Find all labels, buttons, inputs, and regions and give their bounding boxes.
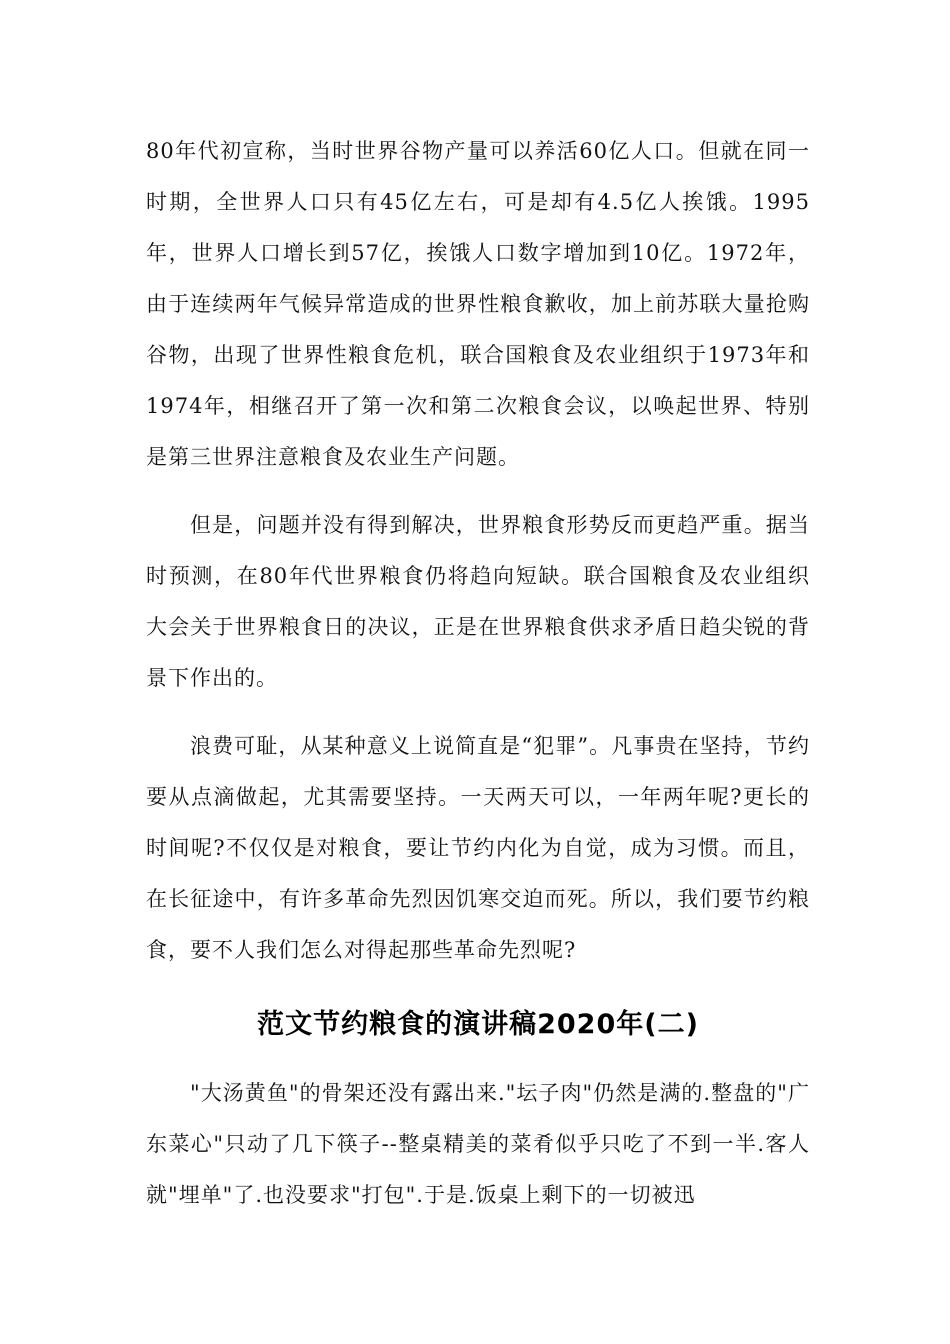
section-title: 范文节约粮食的演讲稿2020年(二) (257, 1009, 699, 1040)
paragraph-food-crisis: 但是，问题并没有得到解决，世界粮食形势反而更趋严重。据当时预测，在80年代世界粮食仍将趋向短缺。联合国粮食及农业组织大会关于世界粮食日的决议，正是在世界粮食供求矛盾日趋尖锐的背景下作出的。 (146, 513, 810, 690)
paragraph-grain-history: 80年代初宣称，当时世界谷物产量可以养活60亿人口。但就在同一时期，全世界人口只有45亿左右，可是却有4.5亿人挨饿。1995年，世界人口增长到57亿，挨饿人口数字增加到10亿。1972年，由于连续两年气候异常造成的世界性粮食歉收，加上前苏联大量抢购谷物，出现了世界性粮食危机，联合国粮食及农业组织于1973年和1974年，相继召开了第一次和第二次粮食会议，以唤起世界、特别是第三世界注意粮食及农业生产问题。 (146, 139, 810, 469)
paragraph-waste-shameful: 浪费可耻，从某种意义上说简直是“犯罪”。凡事贵在坚持，节约要从点滴做起，尤其需要坚持。一天两天可以，一年两年呢?更长的时间呢?不仅仅是对粮食，要让节约内化为自觉，成为习惯。而且，在长征途中，有许多革命先烈因饥寒交迫而死。所以，我们要节约粮食，要不人我们怎么对得起那些革命先烈呢? (146, 734, 810, 962)
paragraph-leftover-dishes: "大汤黄鱼"的骨架还没有露出来."坛子肉"仍然是满的.整盘的"广东菜心"只动了几下筷子--整桌精美的菜肴似乎只吃了不到一半.客人就"埋单"了.也没要求"打包".于是.饭桌上剩下的一切被迅 (146, 1081, 810, 1207)
document-body (146, 126, 810, 1221)
